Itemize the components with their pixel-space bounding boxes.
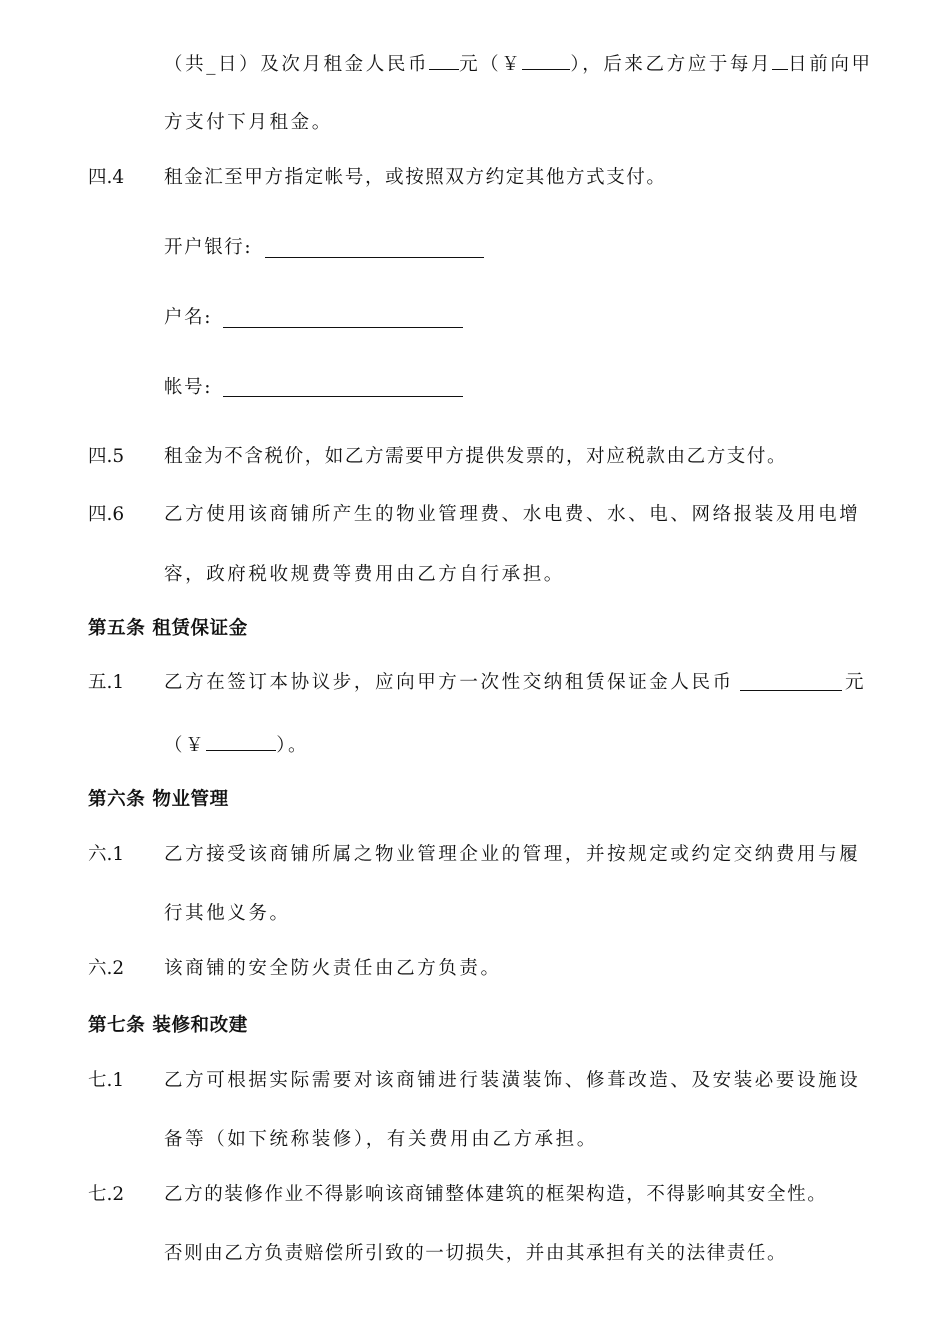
deposit-amount-blank[interactable] [740,690,842,691]
clause-text: 租金为不含税价，如乙方需要甲方提供发票的，对应税款由乙方支付。 [164,446,788,467]
clause-number: 四.4 [88,167,125,188]
clause-text: 该商铺的安全防火责任由乙方负责。 [164,958,502,979]
deposit-yen-close: ）。 [276,735,310,756]
document-page: （共_日）及次月租金人民币 元（￥ ），后来乙方应于每月 日前向甲 方支付下月租金。 四.4 租金汇至甲方指定帐号，或按照双方约定其他方式支付。 开户银行: 户名: 帐号: 四.5 租金为不含税价，如乙方需要甲方提供发票的，对应税款由乙方支付。 四.6 乙方使用该商铺所产生的物业管理费、水电费、水、电、网络报装及用电增 容，政府税收规费等费用由乙方自行承担。 第五条 租赁保证金 五.1 乙方在签订本协议步，应向甲方一次性交纳租赁保证金人民币 元 （￥ ）。 第六条 物业管理 六.1 乙方接受该商铺所属之物业管理企业的管理，并按规定或约定交纳费用与履 行其他义务。 六.2 该商铺的安全防火责任由乙方负责。 第七条 装修和改建 七.1 乙方可根据实际需要对该商铺进行装潢装饰、修葺改造、及安装必要设施设 备等（如下统称装修），有关费用由乙方承担。 七.2 乙方的装修作业不得影响该商铺整体建筑的框架构造，不得影响其安全性。 否则由乙方负责赔偿所引致的一切损失，并由其承担有关的法律责任。 [0,0,950,1344]
bank-input-line[interactable] [265,257,484,258]
clause-number: 六.2 [88,958,125,979]
clause-number: 七.2 [88,1184,125,1205]
account-name-input-line[interactable] [223,327,463,328]
clause-number: 四.6 [88,504,125,525]
account-name-label: 户名: [164,307,213,328]
clause-text: 乙方可根据实际需要对该商铺进行装潢装饰、修葺改造、及安装必要设施设 [164,1070,861,1091]
article-heading: 第六条 物业管理 [88,789,229,810]
rent-text-part-3: ），后来乙方应于每月 [570,54,773,75]
clause-number: 七.1 [88,1070,125,1091]
clause-text: 否则由乙方负责赔偿所引致的一切损失，并由其承担有关的法律责任。 [164,1243,788,1264]
clause-text: 乙方接受该商铺所属之物业管理企业的管理，并按规定或约定交纳费用与履 [164,844,861,865]
clause-text: 行其他义务。 [164,903,291,924]
clause-text: 容，政府税收规费等费用由乙方自行承担。 [164,564,565,585]
article-heading: 第五条 租赁保证金 [88,618,248,639]
clause-number: 六.1 [88,844,125,865]
clause-text: 乙方在签订本协议步，应向甲方一次性交纳租赁保证金人民币 [164,672,734,693]
clause-text: 乙方的装修作业不得影响该商铺整体建筑的框架构造，不得影响其安全性。 [164,1184,828,1205]
account-number-input-line[interactable] [223,396,463,397]
rent-yen-blank [522,49,570,70]
rent-text-part-1: （共_日）及次月租金人民币 [164,54,430,75]
clause-text: 租金汇至甲方指定帐号，或按照双方约定其他方式支付。 [164,167,667,188]
clause-text: 备等（如下统称装修），有关费用由乙方承担。 [164,1129,598,1150]
clause-text: 乙方使用该商铺所产生的物业管理费、水电费、水、电、网络报装及用电增 [164,504,861,525]
deposit-unit: 元 [845,672,864,693]
article-heading: 第七条 装修和改建 [88,1015,248,1036]
rent-text-part-2: 元（￥ [459,54,523,75]
clause-number: 五.1 [88,672,125,693]
deposit-yen-blank[interactable] [206,730,276,751]
rent-text-part-4: 日前向甲 [788,54,873,75]
bank-label: 开户银行: [164,237,253,258]
rent-amount-blank [429,49,459,70]
deposit-yen-open: （￥ [164,735,207,756]
payment-day-blank [772,49,788,70]
account-number-label: 帐号: [164,377,213,398]
clause-number: 四.5 [88,446,125,467]
